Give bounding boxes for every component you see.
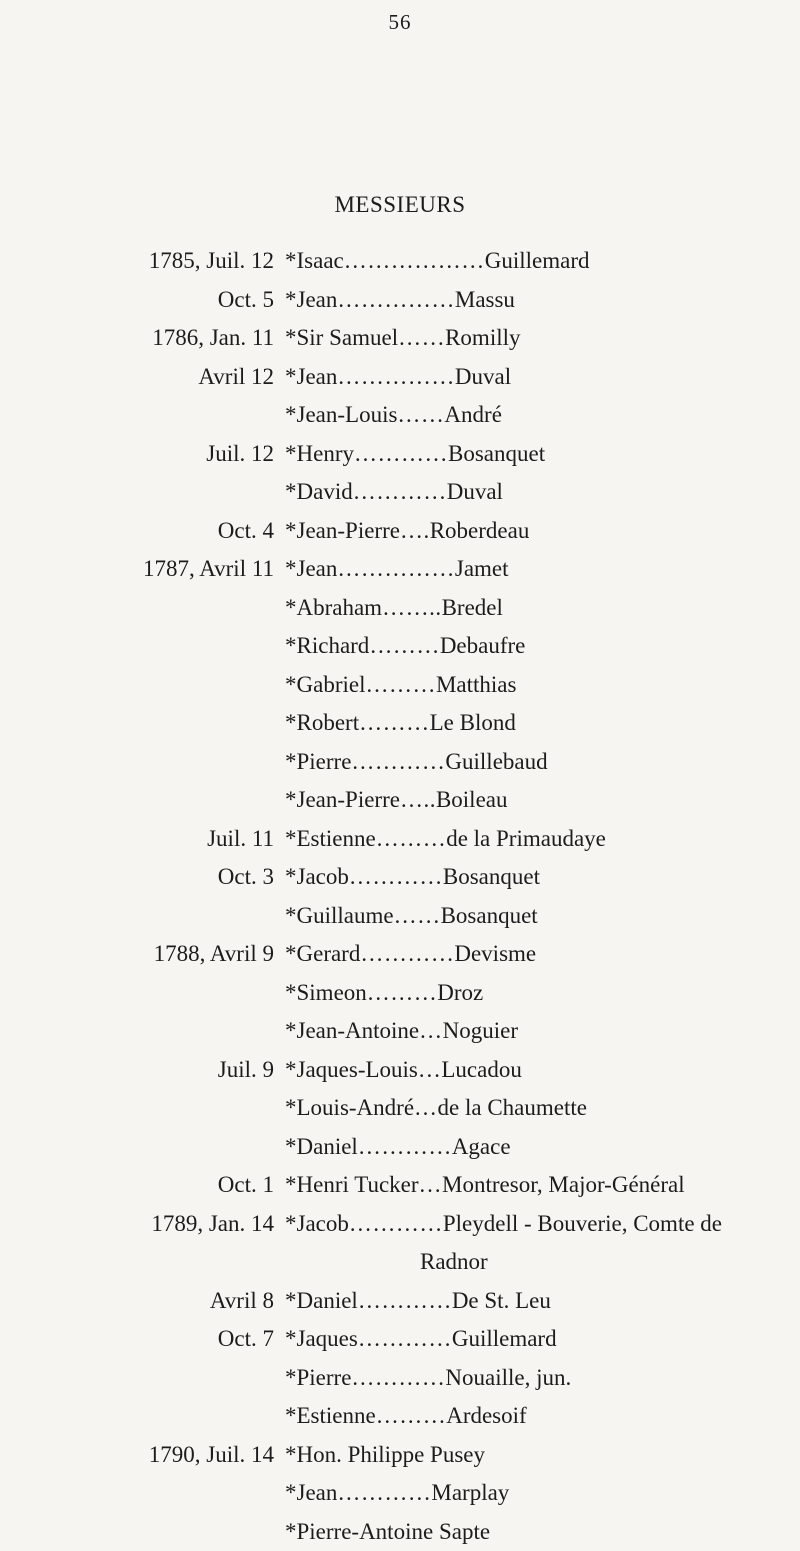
- entry-leader-dots: …..: [400, 787, 436, 812]
- entry-given-name: *David: [285, 479, 353, 504]
- entry-given-name: *Jean: [285, 364, 337, 389]
- list-item: [0, 473, 800, 512]
- entry-date: Juil. 12: [206, 435, 274, 474]
- entry-given-name: *Pierre: [285, 749, 351, 774]
- entry-given-name: *Jean-Louis: [285, 402, 397, 427]
- entry-leader-dots: ….: [400, 518, 430, 543]
- entry-given-name: *Gerard: [285, 941, 360, 966]
- entry-date: Oct. 7: [218, 1320, 274, 1359]
- entry-leader-dots: …: [414, 1095, 438, 1120]
- list-item: [0, 589, 800, 628]
- entry-surname: de la Primaudaye: [446, 826, 606, 851]
- entry-date: 1789, Jan. 14: [151, 1205, 274, 1244]
- entry-surname: Bosanquet: [443, 864, 540, 889]
- entry-given-name: *Abraham: [285, 595, 382, 620]
- entry-date: 1787, Avril 11: [143, 550, 274, 589]
- entry-surname: Guillemard: [452, 1326, 557, 1351]
- list-item: [0, 1205, 800, 1244]
- list-item: [0, 935, 800, 974]
- entry-name: [285, 627, 525, 666]
- entry-leader-dots: …………: [360, 941, 454, 966]
- entry-surname: Droz: [437, 980, 483, 1005]
- page-heading: MESSIEURS: [0, 192, 800, 218]
- list-item: [0, 1436, 800, 1475]
- entry-given-name: *Henry: [285, 441, 354, 466]
- entry-surname: Matthias: [436, 672, 517, 697]
- entry-name: [285, 858, 540, 897]
- entry-name: [285, 473, 503, 512]
- entry-name: [285, 358, 511, 397]
- list-item: [0, 1243, 800, 1282]
- entry-surname: Debaufre: [440, 633, 526, 658]
- entry-surname: Le Blond: [430, 710, 516, 735]
- entry-leader-dots: …………: [337, 1480, 431, 1505]
- entry-surname: Devisme: [454, 941, 536, 966]
- entry-name: [285, 935, 536, 974]
- entry-leader-dots: …: [419, 1018, 443, 1043]
- entry-given-name: *Hon. Philippe: [285, 1442, 424, 1467]
- entry-name: [285, 512, 529, 551]
- entry-given-name: *Sir Samuel: [285, 325, 398, 350]
- entry-surname: Bredel: [442, 595, 503, 620]
- list-item: [0, 781, 800, 820]
- entry-given-name: *Isaac: [285, 248, 344, 273]
- entry-leader-dots: …………: [351, 749, 445, 774]
- entry-name: [285, 897, 538, 936]
- entry-surname: Guillemard: [485, 248, 590, 273]
- entry-given-name: *Pierre-Antoine: [285, 1519, 433, 1544]
- entry-given-name: *Jacob: [285, 864, 349, 889]
- entry-date: 1786, Jan. 11: [152, 319, 274, 358]
- list-item: [0, 1051, 800, 1090]
- entry-date: Oct. 4: [218, 512, 274, 551]
- entry-leader-dots: …………: [349, 864, 443, 889]
- list-item: [0, 396, 800, 435]
- entry-surname: Sapte: [439, 1519, 490, 1544]
- entry-given-name: *Henri Tucker: [285, 1172, 419, 1197]
- list-item: [0, 1513, 800, 1551]
- list-item: [0, 358, 800, 397]
- entry-surname: Marplay: [431, 1480, 509, 1505]
- entry-leader-dots: ……: [398, 325, 445, 350]
- entry-leader-dots: …………: [354, 441, 448, 466]
- entry-name: [285, 1128, 511, 1167]
- entry-given-name: *Jaques-Louis: [285, 1057, 418, 1082]
- entry-leader-dots: ……………: [337, 364, 455, 389]
- page-number: 56: [0, 10, 800, 35]
- entry-leader-dots: ……………: [337, 556, 455, 581]
- entry-date: 1788, Avril 9: [154, 935, 274, 974]
- list-item: [0, 435, 800, 474]
- list-item: [0, 242, 800, 281]
- list-item: [0, 1359, 800, 1398]
- entry-surname: De St. Leu: [452, 1288, 551, 1313]
- entry-leader-dots: ………: [359, 710, 430, 735]
- list-item: [0, 897, 800, 936]
- entry-leader-dots: ……: [397, 402, 444, 427]
- list-item: [0, 512, 800, 551]
- entry-name: [285, 1012, 518, 1051]
- entry-surname: Radnor: [420, 1249, 488, 1274]
- entry-given-name: *Richard: [285, 633, 369, 658]
- entry-surname: Jamet: [455, 556, 509, 581]
- entry-given-name: *Daniel: [285, 1134, 358, 1159]
- entry-surname: Montresor, Major-Général: [442, 1172, 685, 1197]
- entry-surname: Noguier: [443, 1018, 518, 1043]
- entry-name: [285, 743, 548, 782]
- entry-name: [285, 704, 516, 743]
- list-item: [0, 820, 800, 859]
- list-item: [0, 858, 800, 897]
- entry-given-name: *Estienne: [285, 1403, 376, 1428]
- entry-leader-dots: …………: [358, 1134, 452, 1159]
- entry-surname: André: [444, 402, 501, 427]
- entry-given-name: *Jean: [285, 556, 337, 581]
- entry-name: [285, 435, 545, 474]
- list-item: [0, 743, 800, 782]
- entry-leader-dots: …………: [358, 1326, 452, 1351]
- list-item: [0, 1282, 800, 1321]
- entry-given-name: *Jacob: [285, 1211, 349, 1236]
- entry-leader-dots: ………: [376, 1403, 447, 1428]
- entry-name: [285, 550, 509, 589]
- entry-leader-dots: ………: [376, 826, 447, 851]
- list-item: [0, 627, 800, 666]
- entry-surname: Massu: [455, 287, 515, 312]
- entry-surname: Bosanquet: [448, 441, 545, 466]
- entry-name: [285, 1089, 587, 1128]
- entry-given-name: *Gabriel: [285, 672, 365, 697]
- entry-given-name: *Jean-Pierre: [285, 518, 400, 543]
- entry-date: Juil. 9: [218, 1051, 274, 1090]
- entry-leader-dots: …: [419, 1172, 443, 1197]
- entry-given-name: *Guillaume: [285, 903, 394, 928]
- entry-given-name: *Jean-Pierre: [285, 787, 400, 812]
- entry-surname: Duval: [447, 479, 503, 504]
- entry-surname: Bosanquet: [441, 903, 538, 928]
- entry-leader-dots: …………: [353, 479, 447, 504]
- entry-leader-dots: …………: [358, 1288, 452, 1313]
- list-item: [0, 281, 800, 320]
- list-item: [0, 1128, 800, 1167]
- entry-name: [285, 1166, 685, 1205]
- entry-name: [285, 1205, 722, 1244]
- entry-name: [285, 319, 521, 358]
- entry-name: [285, 1359, 571, 1398]
- list-item: [0, 974, 800, 1013]
- entry-name: [285, 1513, 490, 1551]
- list-item: [0, 1012, 800, 1051]
- entry-leader-dots: ………: [367, 980, 438, 1005]
- entry-leader-dots: ……………: [337, 287, 455, 312]
- entry-date: 1785, Juil. 12: [149, 242, 274, 281]
- entry-given-name: *Daniel: [285, 1288, 358, 1313]
- entry-given-name: *Pierre: [285, 1365, 351, 1390]
- entry-date: 1790, Juil. 14: [149, 1436, 274, 1475]
- entry-surname: de la Chaumette: [438, 1095, 587, 1120]
- entry-given-name: *Jean: [285, 287, 337, 312]
- list-item: [0, 1397, 800, 1436]
- entry-name: [285, 1436, 485, 1475]
- list-item: [0, 704, 800, 743]
- entry-surname: Agace: [452, 1134, 511, 1159]
- entry-surname: Guillebaud: [445, 749, 547, 774]
- entry-given-name: *Robert: [285, 710, 359, 735]
- entry-name: [285, 974, 483, 1013]
- entry-given-name: *Jean-Antoine: [285, 1018, 419, 1043]
- entry-name: [285, 1051, 522, 1090]
- entry-name: [285, 242, 590, 281]
- list-item: [0, 550, 800, 589]
- list-item: [0, 1474, 800, 1513]
- entry-given-name: *Louis-André: [285, 1095, 414, 1120]
- entry-name: [285, 396, 502, 435]
- entry-name: [285, 1320, 557, 1359]
- entry-leader-dots: ……: [394, 903, 441, 928]
- entry-date: Juil. 11: [207, 820, 274, 859]
- entry-leader-dots: …………: [349, 1211, 443, 1236]
- entry-surname: Roberdeau: [430, 518, 530, 543]
- entry-surname: Nouaille, jun.: [445, 1365, 571, 1390]
- list-item: [0, 1320, 800, 1359]
- entry-leader-dots: …: [418, 1057, 442, 1082]
- entry-surname: Pusey: [430, 1442, 485, 1467]
- entry-given-name: *Jean: [285, 1480, 337, 1505]
- entry-surname: Boileau: [436, 787, 508, 812]
- entry-given-name: *Jaques: [285, 1326, 358, 1351]
- entry-given-name: *Simeon: [285, 980, 367, 1005]
- entry-name: [285, 820, 606, 859]
- entry-leader-dots: ……..: [382, 595, 442, 620]
- list-item: [0, 1166, 800, 1205]
- entry-leader-dots: ………………: [344, 248, 485, 273]
- entry-name: [285, 1397, 527, 1436]
- entry-leader-dots: ………: [365, 672, 436, 697]
- entry-name: [285, 589, 503, 628]
- entry-surname: Ardesoif: [446, 1403, 526, 1428]
- entry-surname: Duval: [455, 364, 511, 389]
- entry-surname: Lucadou: [441, 1057, 521, 1082]
- entry-date: Oct. 5: [218, 281, 274, 320]
- entry-name: [285, 281, 515, 320]
- entry-name: [420, 1243, 488, 1282]
- entry-name: [285, 781, 508, 820]
- entry-leader-dots: ………: [369, 633, 440, 658]
- entry-date: Avril 12: [198, 358, 274, 397]
- list-item: [0, 319, 800, 358]
- list-item: [0, 1089, 800, 1128]
- entry-surname: Pleydell - Bouverie, Comte de: [443, 1211, 722, 1236]
- entry-leader-dots: …………: [351, 1365, 445, 1390]
- entry-date: Avril 8: [210, 1282, 274, 1321]
- entry-name: [285, 1282, 551, 1321]
- entry-given-name: *Estienne: [285, 826, 376, 851]
- entry-name: [285, 1474, 509, 1513]
- list-item: [0, 666, 800, 705]
- entry-date: Oct. 1: [218, 1166, 274, 1205]
- entry-name: [285, 666, 516, 705]
- entry-surname: Romilly: [445, 325, 520, 350]
- entry-list: [0, 242, 800, 1551]
- entry-date: Oct. 3: [218, 858, 274, 897]
